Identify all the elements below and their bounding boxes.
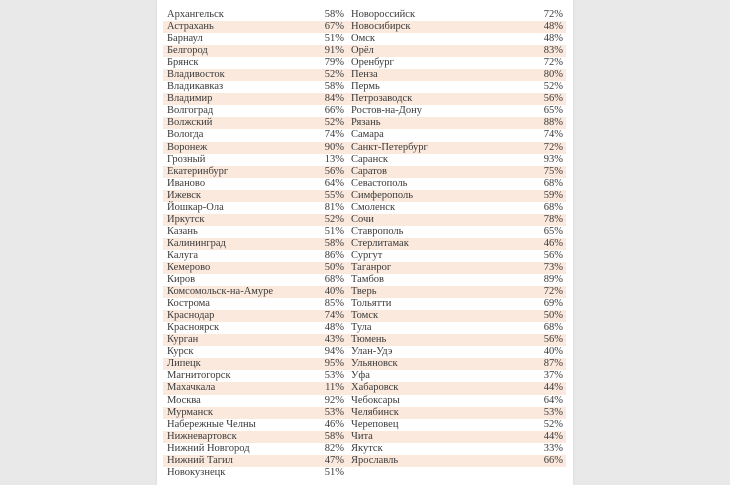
table-row: [163, 455, 566, 467]
right-city-cell: Томск: [347, 310, 497, 322]
right-city-cell: Оренбург: [351, 57, 394, 69]
table-row: [163, 57, 566, 69]
left-percent-cell: 95%: [283, 358, 347, 370]
left-city-cell: Москва: [167, 394, 201, 406]
table-row: [163, 129, 566, 141]
left-city-cell: Владивосток: [163, 69, 283, 81]
table-row: [163, 178, 566, 190]
table-row: [163, 274, 566, 286]
right-percent-cell: 75%: [497, 166, 566, 178]
left-city-cell: Кострома: [167, 298, 210, 310]
right-percent-cell: 44%: [497, 431, 566, 443]
left-percent-cell: 85%: [324, 298, 344, 310]
table-row: [163, 117, 566, 129]
right-city-cell: Стерлитамак: [347, 238, 497, 250]
left-percent-cell: 86%: [324, 249, 344, 261]
left-percent-cell: 13%: [324, 153, 344, 165]
left-city-cell: Нижний Новгород: [167, 442, 250, 454]
left-city-cell: Кемерово: [163, 262, 283, 274]
right-percent-cell: 93%: [543, 153, 563, 165]
table-row: [163, 443, 566, 455]
table-row: [163, 81, 566, 93]
table-row: [163, 69, 566, 81]
left-city-cell: Казань: [167, 225, 198, 237]
left-percent-cell: 74%: [283, 310, 347, 322]
left-city-cell: Иркутск: [163, 214, 283, 226]
right-percent-cell: 40%: [543, 346, 563, 358]
right-city-cell: Тольятти: [351, 298, 392, 310]
right-city-cell: Улан-Удэ: [351, 346, 393, 358]
table-row: [163, 45, 566, 57]
table-row: [163, 262, 566, 274]
left-percent-cell: 58%: [324, 9, 344, 21]
left-city-cell: Грозный: [167, 153, 206, 165]
right-city-cell: Смоленск: [351, 201, 396, 213]
right-percent-cell: 64%: [543, 394, 563, 406]
right-percent-cell: 69%: [543, 298, 563, 310]
table-row: [163, 382, 566, 394]
right-city-cell: Хабаровск: [347, 382, 497, 394]
left-percent-cell: 53%: [283, 407, 347, 419]
table-row: [163, 310, 566, 322]
right-city-cell: Самара: [351, 129, 384, 141]
left-city-cell: Курск: [167, 346, 194, 358]
right-city-cell: Саранск: [351, 153, 388, 165]
right-percent-cell: 56%: [497, 93, 566, 105]
left-percent-cell: 53%: [324, 370, 344, 382]
right-percent-cell: 56%: [497, 334, 566, 346]
left-percent-cell: 91%: [283, 45, 347, 57]
table-row: [163, 154, 566, 166]
right-city-cell: Сургут: [351, 249, 383, 261]
left-percent-cell: 51%: [324, 33, 344, 45]
left-city-cell: Киров: [167, 274, 196, 286]
left-percent-cell: 64%: [324, 177, 344, 189]
left-city-cell: Барнаул: [167, 33, 203, 45]
right-city-cell: Ростов-на-Дону: [351, 105, 422, 117]
left-percent-cell: 47%: [283, 455, 347, 467]
left-percent-cell: 52%: [283, 69, 347, 81]
table-row: [163, 93, 566, 105]
left-percent-cell: 79%: [324, 57, 344, 69]
right-city-cell: Санкт-Петербург: [347, 142, 497, 154]
right-percent-cell: 87%: [497, 358, 566, 370]
table-row: [163, 431, 566, 443]
right-percent-cell: 50%: [497, 310, 566, 322]
table-row: [163, 286, 566, 298]
right-city-cell: Тюмень: [347, 334, 497, 346]
left-percent-cell: 46%: [324, 418, 344, 430]
right-city-cell: Тверь: [347, 286, 497, 298]
right-percent-cell: 72%: [497, 142, 566, 154]
right-percent-cell: 65%: [543, 225, 563, 237]
table-row: [163, 322, 566, 334]
right-percent-cell: 65%: [543, 105, 563, 117]
table-row: [163, 370, 566, 382]
left-city-cell: Екатеринбург: [163, 166, 283, 178]
left-percent-cell: 51%: [324, 225, 344, 237]
table-row: [163, 9, 566, 21]
right-city-cell: Череповец: [351, 418, 399, 430]
right-percent-cell: 37%: [543, 370, 563, 382]
left-city-cell: Владимир: [163, 93, 283, 105]
right-percent-cell: 72%: [497, 286, 566, 298]
right-city-cell: Якутск: [351, 442, 383, 454]
right-city-cell: Орёл: [347, 45, 497, 57]
right-city-cell: Севастополь: [351, 177, 408, 189]
right-percent-cell: 83%: [497, 45, 566, 57]
left-city-cell: Махачкала: [163, 382, 283, 394]
left-percent-cell: 52%: [283, 117, 347, 129]
right-city-cell: Симферополь: [347, 190, 497, 202]
right-percent-cell: 33%: [543, 442, 563, 454]
left-percent-cell: 58%: [324, 81, 344, 93]
right-city-cell: Омск: [351, 33, 375, 45]
left-city-cell: Ижевск: [163, 190, 283, 202]
right-percent-cell: 48%: [497, 21, 566, 33]
right-city-cell: Новороссийск: [351, 9, 416, 21]
right-percent-cell: 88%: [497, 117, 566, 129]
left-percent-cell: 84%: [283, 93, 347, 105]
right-city-cell: Новосибирск: [347, 21, 497, 33]
left-city-cell: Владикавказ: [167, 81, 224, 93]
right-percent-cell: 52%: [543, 418, 563, 430]
left-percent-cell: 68%: [324, 274, 344, 286]
left-percent-cell: 90%: [283, 142, 347, 154]
left-city-cell: Йошкар-Ола: [167, 201, 224, 213]
right-percent-cell: 44%: [497, 382, 566, 394]
right-city-cell: Саратов: [347, 166, 497, 178]
left-city-cell: Воронеж: [163, 142, 283, 154]
right-city-cell: Сочи: [347, 214, 497, 226]
right-city-cell: Чита: [347, 431, 497, 443]
right-city-cell: Таганрог: [347, 262, 497, 274]
right-city-cell: Ставрополь: [351, 225, 404, 237]
right-percent-cell: 68%: [543, 177, 563, 189]
table-row: [163, 419, 566, 431]
left-percent-cell: 50%: [283, 262, 347, 274]
right-percent-cell: 72%: [543, 57, 563, 69]
right-percent-cell: 48%: [543, 33, 563, 45]
left-city-cell: Белгород: [163, 45, 283, 57]
left-percent-cell: 82%: [324, 442, 344, 454]
right-city-cell: Тула: [351, 322, 372, 334]
right-percent-cell: 56%: [543, 249, 563, 261]
left-city-cell: Брянск: [167, 57, 199, 69]
left-city-cell: Курган: [163, 334, 283, 346]
left-city-cell: Магнитогорск: [167, 370, 231, 382]
left-city-cell: Волжский: [163, 117, 283, 129]
right-percent-cell: 73%: [497, 262, 566, 274]
table-row: [163, 334, 566, 346]
right-city-cell: Пермь: [351, 81, 380, 93]
right-city-cell: Тамбов: [351, 274, 385, 286]
right-percent-cell: 74%: [543, 129, 563, 141]
table-row: [163, 105, 566, 117]
left-city-cell: Набережные Челны: [167, 418, 256, 430]
table-row: [163, 407, 566, 419]
left-percent-cell: 56%: [283, 166, 347, 178]
right-city-cell: Ульяновск: [347, 358, 497, 370]
right-percent-cell: 52%: [543, 81, 563, 93]
left-percent-cell: 51%: [324, 466, 344, 478]
right-city-cell: Ярославль: [347, 455, 497, 467]
right-percent-cell: 72%: [543, 9, 563, 21]
right-percent-cell: 80%: [497, 69, 566, 81]
left-city-cell: Красноярск: [167, 322, 220, 334]
left-percent-cell: 40%: [283, 286, 347, 298]
table-row: [163, 202, 566, 214]
city-percentage-table: [163, 9, 566, 479]
left-city-cell: Липецк: [163, 358, 283, 370]
left-percent-cell: 11%: [283, 382, 347, 394]
left-percent-cell: 58%: [283, 238, 347, 250]
table-row: [163, 395, 566, 407]
table-row: [163, 166, 566, 178]
right-percent-cell: 66%: [497, 455, 566, 467]
left-city-cell: Нижний Тагил: [163, 455, 283, 467]
left-percent-cell: 67%: [283, 21, 347, 33]
left-percent-cell: 74%: [324, 129, 344, 141]
table-row: [163, 214, 566, 226]
table-row: [163, 467, 566, 479]
left-city-cell: Мурманск: [163, 407, 283, 419]
left-city-cell: Вологда: [167, 129, 204, 141]
left-percent-cell: 43%: [283, 334, 347, 346]
right-city-cell: [347, 467, 497, 479]
right-percent-cell: 68%: [543, 201, 563, 213]
right-city-cell: Челябинск: [347, 407, 497, 419]
left-city-cell: Комсомольск-на-Амуре: [163, 286, 283, 298]
left-city-cell: Новокузнецк: [167, 466, 226, 478]
table-row: [163, 190, 566, 202]
right-percent-cell: 59%: [497, 190, 566, 202]
table-row: [163, 238, 566, 250]
table-row: [163, 21, 566, 33]
left-city-cell: Нижневартовск: [163, 431, 283, 443]
left-percent-cell: 58%: [283, 431, 347, 443]
left-city-cell: Архангельск: [167, 9, 224, 21]
left-city-cell: Калининград: [163, 238, 283, 250]
document-page: [157, 0, 573, 485]
right-city-cell: Пенза: [347, 69, 497, 81]
right-percent-cell: 46%: [497, 238, 566, 250]
table-row: [163, 358, 566, 370]
table-row: [163, 33, 566, 45]
table-row: [163, 298, 566, 310]
left-city-cell: Краснодар: [163, 310, 283, 322]
right-city-cell: Чебоксары: [351, 394, 400, 406]
left-percent-cell: 81%: [324, 201, 344, 213]
right-percent-cell: 68%: [543, 322, 563, 334]
left-city-cell: Волгоград: [167, 105, 214, 117]
right-city-cell: Петрозаводск: [347, 93, 497, 105]
table-body: [163, 9, 566, 479]
left-city-cell: Иваново: [167, 177, 206, 189]
right-percent-cell: 78%: [497, 214, 566, 226]
left-percent-cell: 48%: [324, 322, 344, 334]
left-city-cell: Калуга: [167, 249, 199, 261]
right-percent-cell: 53%: [497, 407, 566, 419]
table-row: [163, 142, 566, 154]
left-percent-cell: 94%: [324, 346, 344, 358]
right-city-cell: Уфа: [351, 370, 370, 382]
right-percent-cell: 89%: [543, 274, 563, 286]
left-city-cell: Астрахань: [163, 21, 283, 33]
table-row: [163, 346, 566, 358]
left-percent-cell: 92%: [324, 394, 344, 406]
left-percent-cell: 66%: [324, 105, 344, 117]
table-row: [163, 226, 566, 238]
left-percent-cell: 52%: [283, 214, 347, 226]
right-city-cell: Рязань: [347, 117, 497, 129]
right-percent-cell: [497, 467, 566, 479]
left-percent-cell: 55%: [283, 190, 347, 202]
table-row: [163, 250, 566, 262]
